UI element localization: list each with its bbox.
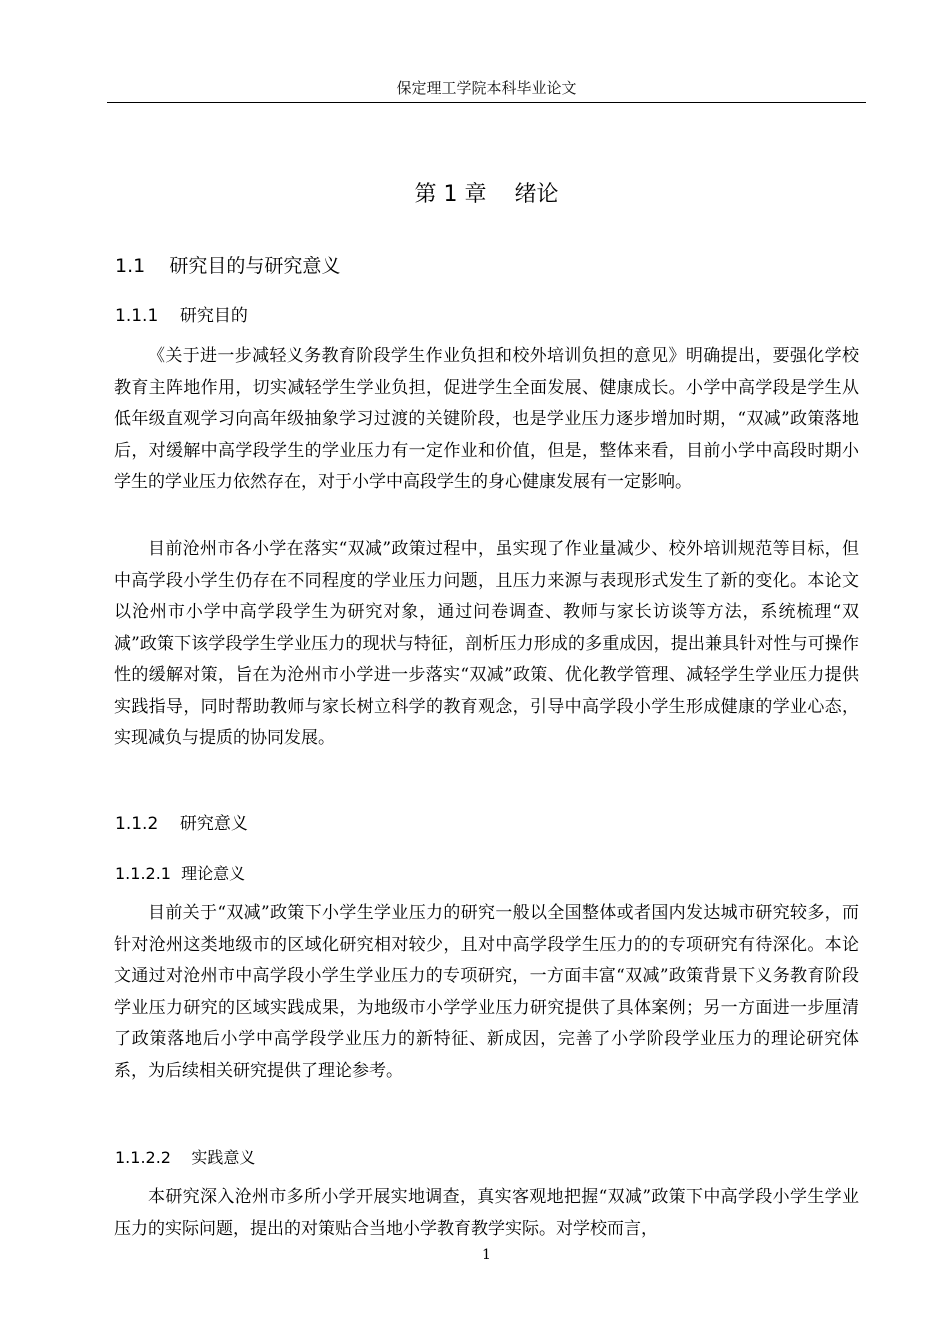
chapter-title: 第 1 章 绪论 xyxy=(414,182,559,207)
section-heading-1-1-2-1: 1.1.2.1 理论意义 xyxy=(115,864,246,883)
section-heading-1-1-1: 1.1.1 研究目的 xyxy=(115,306,248,326)
paragraph-research-purpose-2: 目前沧州市各小学在落实“双减”政策过程中，虽实现了作业量减少、校外培训规范等目标，但中高学段小学生仍存在不同程度的学业压力问题，且压力来源与表现形式发生了新的变化。本论文以沧州市小学中高学段学生为研究对象，通过问卷调查、教师与家长访谈等方法，系统梳理“双减”政策下该学段学生学业压力的现状与特征，剖析压力形成的多重成因，提出兼具针对性与可操作性的缓解对策，旨在为沧州市小学进一步落实“双减”政策、优化教学管理、减轻学生学业压力提供实践指导，同时帮助教师与家长树立科学的教育观念，引导中高学段小学生形成健康的学业心态，实现减负与提质的协同发展。 xyxy=(114,539,859,748)
paragraph-practical-significance: 本研究深入沧州市多所小学开展实地调查，真实客观地把握“双减”政策下中高学段小学生学业压力的实际问题，提出的对策贴合当地小学教育教学实际。对学校而言， xyxy=(114,1187,859,1239)
paragraph-research-purpose-1: 《关于进一步减轻义务教育阶段学生作业负担和校外培训负担的意见》明确提出，要强化学校教育主阵地作用，切实减轻学生学业负担，促进学生全面发展、健康成长。小学中高学段是学生从低年级直观学习向高年级抽象学习过渡的关键阶段，也是学业压力逐步增加时期，“双减”政策落地后，对缓解中高学段学生的学业压力有一定作业和价值，但是，整体来看，目前小学中高段时期小学生的学业压力依然存在，对于小学中高段学生的身心健康发展有一定影响。 xyxy=(114,346,859,492)
running-header: 保定理工学院本科毕业论文 xyxy=(396,79,577,97)
header-divider xyxy=(107,102,866,103)
section-heading-1-1-2-2: 1.1.2.2 实践意义 xyxy=(115,1148,256,1167)
section-heading-1-1: 1.1 研究目的与研究意义 xyxy=(115,255,341,277)
section-heading-1-1-2: 1.1.2 研究意义 xyxy=(115,814,248,834)
paragraph-theoretical-significance: 目前关于“双减”政策下小学生学业压力的研究一般以全国整体或者国内发达城市研究较多，而针对沧州这类地级市的区域化研究相对较少，且对中高学段学生压力的的专项研究有待深化。本论文通过对沧州市中高学段小学生学业压力的专项研究，一方面丰富“双减”政策背景下义务教育阶段学业压力研究的区域实践成果，为地级市小学学业压力研究提供了具体案例；另一方面进一步厘清了政策落地后小学中高学段学业压力的新特征、新成因，完善了小学阶段学业压力的理论研究体系，为后续相关研究提供了理论参考。 xyxy=(114,903,859,1081)
page-number: 1 xyxy=(482,1247,491,1263)
